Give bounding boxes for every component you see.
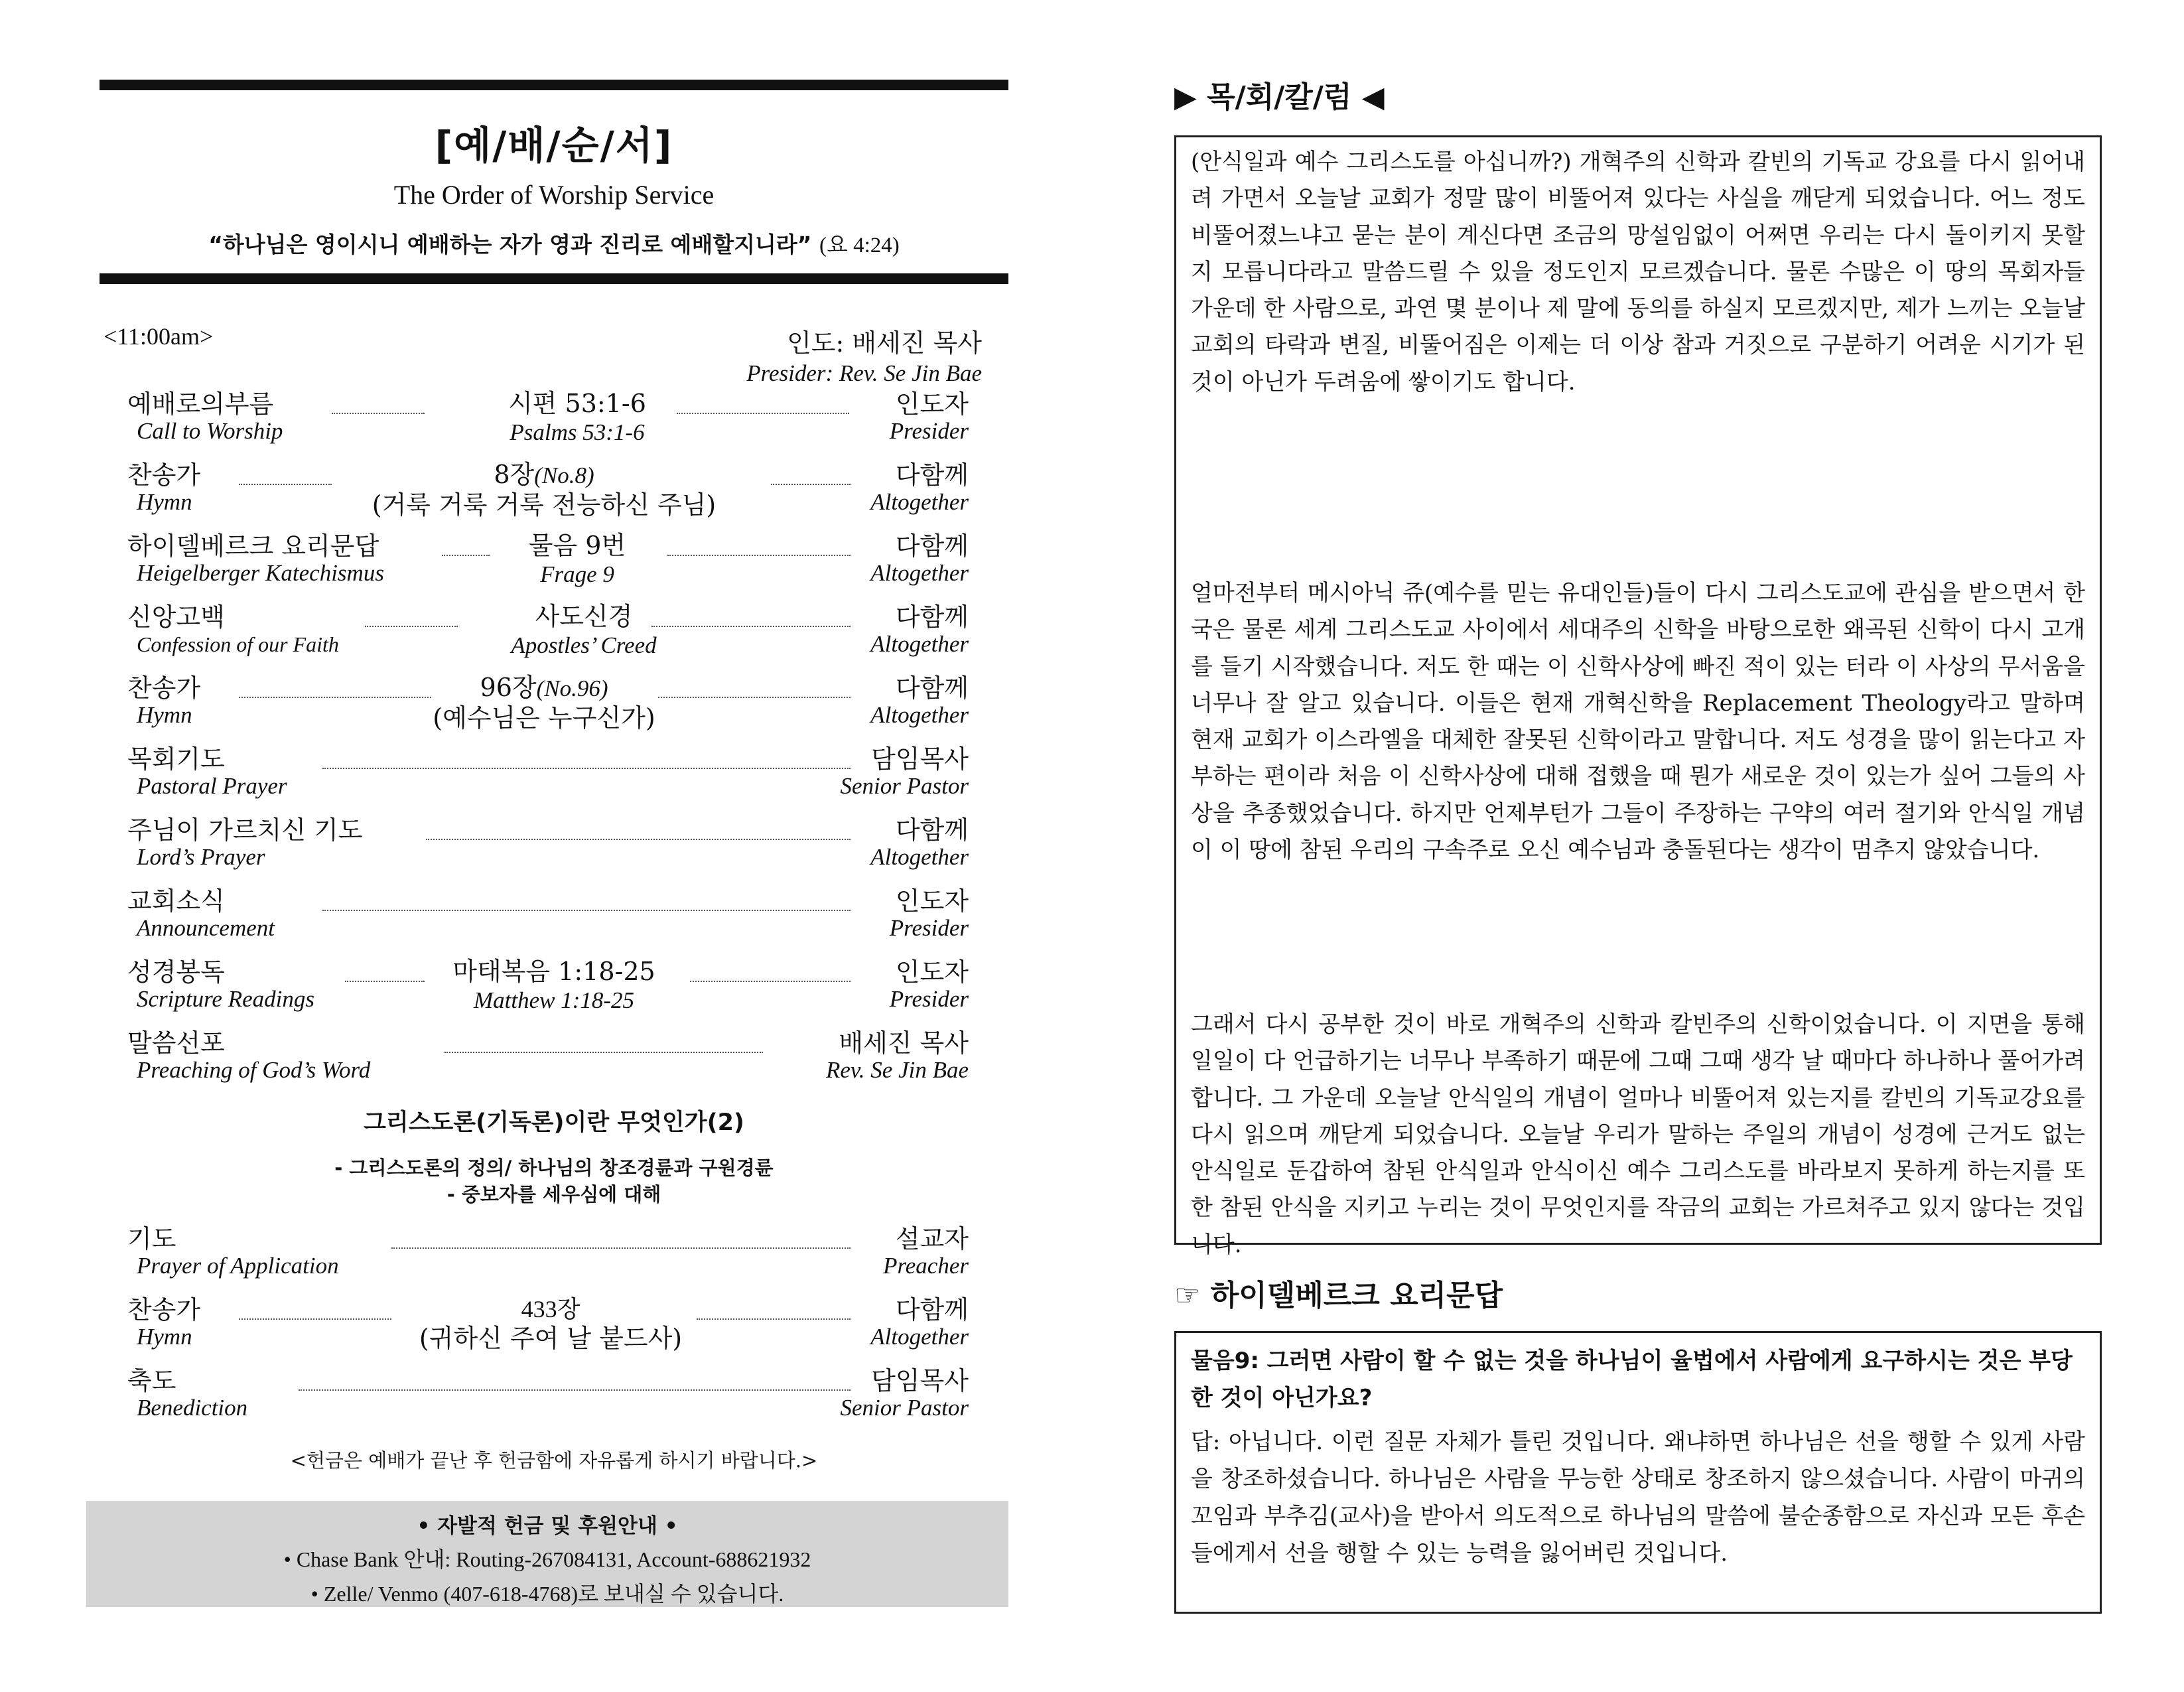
order-item-preaching: [100, 1028, 1008, 1099]
leader-dots: [239, 1318, 391, 1320]
item-ko: 찬송가: [127, 1295, 201, 1324]
item-right: 배세진 목사: [839, 1028, 969, 1058]
order-item-call-to-worship: [100, 389, 1008, 460]
leader-dots: [771, 484, 851, 485]
item-right: 다함께: [895, 460, 969, 490]
item-en: Hymn: [137, 702, 192, 728]
sermon-subtitle-1: - 그리스도론의 정의/ 하나님의 창조경륜과 구원경륜: [334, 1157, 774, 1179]
item-center: 433장 (귀하신 주여 날 붙드사): [419, 1296, 683, 1353]
pastor-column-box: [1174, 135, 2102, 1258]
item-en: Benediction: [137, 1395, 248, 1421]
item-ko: 찬송가: [127, 460, 201, 490]
item-en: Heigelberger Katechismus: [137, 560, 384, 586]
item-ko: 말씀선포: [127, 1028, 225, 1058]
column-paragraph-3: 그래서 다시 공부한 것이 바로 개혁주의 신학과 칼빈주의 신학이었습니다. 이 지면을 통해 일일이 다 언급하기는 너무나 부족하기 때문에 그때 그때 생각 날 때마다 하나하나 풀어가려 합니다. 그 가운데 오늘날 안식일의 개념이 얼마나 비뚤어져 있는지를 칼빈의 기독교강요를 다시 읽으며 깨닫게 되었습니다. 오늘날 우리가 말하는 주일의 개념이 성경에 근거도 없는 안식일로 둔갑하여 참된 안식일과 안식이신 예수 그리스도를 바라보지 못하게 하는지를 또한 참된 안식을 지키고 누리는 것이 무엇인지를 작금의 교회는 가르쳐주고 있지 않다는 것입니다.: [1191, 1011, 2085, 1258]
item-ko: 예배로의부름: [127, 389, 274, 419]
item-ko: 주님이 가르치신 기도: [127, 815, 363, 845]
item-right-en: Altogether: [870, 844, 969, 870]
top-rule: [100, 80, 1008, 90]
item-en: Call to Worship: [137, 418, 283, 444]
item-en: Hymn: [137, 1324, 192, 1350]
service-header: [100, 322, 1008, 389]
verse-reference: (요 4:24): [819, 234, 900, 257]
leader-dots: [651, 626, 851, 627]
item-right-en: Altogether: [870, 489, 969, 515]
leader-dots: [442, 555, 490, 556]
item-right: 인도자: [895, 886, 969, 916]
order-item-catechism: [100, 531, 1008, 602]
item-right-en: Senior Pastor: [840, 773, 969, 799]
donation-heading: • 자발적 헌금 및 후원안내 •: [417, 1514, 678, 1538]
presider-ko: 인도: 배세진 목사: [787, 328, 982, 358]
order-item-hymn-3: [100, 1295, 1008, 1366]
catechism-answer: 답: 아닙니다. 이런 질문 자체가 틀린 것입니다. 왜냐하면 하나님은 선을 행할 수 있게 사람을 창조하셨습니다. 하나님은 사람을 무능한 상태로 창조하지 않으셨습니다. 사람이 마귀의 꼬임과 부추김(교사)을 받아서 의도적으로 하나님의 말씀에 불순종함으로 자신과 모든 후손들에게서 선을 행할 수 있는 능력을 잃어버린 것입니다.: [1191, 1429, 2085, 1567]
item-right-en: Altogether: [870, 1324, 969, 1350]
item-en: Pastoral Prayer: [137, 773, 287, 799]
bottom-rule: [100, 273, 1008, 284]
leader-dots: [345, 981, 425, 982]
item-center: 시편 53:1-6 Psalms 53:1-6: [508, 389, 646, 445]
leader-dots: [391, 1247, 851, 1249]
column-paragraph-1: (안식일과 예수 그리스도를 아십니까?) 개혁주의 신학과 칼빈의 기독교 강요를 다시 읽어내려 가면서 오늘날 교회가 정말 많이 비뚤어져 있다는 사실을 깨닫게 되었습니다. 어느 정도 비뚤어졌느냐고 묻는 분이 계신다면 조금의 망설임없이 어쩌면 우리는 다시 돌이키지 못할지 모릅니다라고 말씀드릴 수 있을 정도인지 모르겠습니다. 물론 수많은 이 땅의 목회자들 가운데 한 사람으로, 과연 몇 분이나 제 말에 동의를 하실지 모르겠지만, 제가 느끼는 오늘날 교회의 타락과 변질, 비뚤어짐은 이제는 더 이상 참과 거짓으로 구분하기 어려운 시기가 된 것이 아닌가 두려움에 쌓이기도 합니다.: [1191, 149, 2085, 395]
item-en: Prayer of Application: [137, 1253, 339, 1279]
item-right: 다함께: [895, 815, 969, 845]
order-item-creed: [100, 602, 1008, 673]
item-ko: 교회소식: [127, 886, 225, 916]
item-right-en: Presider: [889, 986, 969, 1012]
order-item-lords-prayer: [100, 815, 1008, 886]
service-time: <11:00am>: [103, 323, 214, 350]
sermon-subtitle-2: - 중보자를 세우심에 대해: [446, 1183, 661, 1206]
item-right: 담임목사: [871, 744, 969, 774]
sermon-block: [100, 1104, 1008, 1208]
item-ko: 성경봉독: [127, 957, 225, 987]
leader-dots: [239, 697, 431, 698]
item-center: 사도신경 Apostles’ Creed: [511, 602, 657, 658]
leader-dots: [299, 1389, 851, 1391]
leader-dots: [239, 484, 332, 485]
item-right-en: Rev. Se Jin Bae: [825, 1057, 969, 1083]
item-right: 담임목사: [871, 1366, 969, 1395]
item-right-en: Senior Pastor: [840, 1395, 969, 1421]
donation-bank: • Chase Bank 안내: Routing-267084131, Account-688621932: [283, 1547, 811, 1571]
presider-en: Presider: Rev. Se Jin Bae: [746, 360, 982, 386]
item-en: Preaching of God’s Word: [137, 1057, 371, 1083]
order-item-hymn-1: [100, 460, 1008, 531]
theme-verse: [100, 228, 1008, 259]
item-ko: 하이델베르크 요리문답: [127, 531, 379, 561]
right-page: [1174, 73, 2103, 1567]
leader-dots: [690, 981, 851, 982]
donation-box: [86, 1501, 1008, 1607]
item-right: 인도자: [895, 389, 969, 419]
item-ko: 기도: [127, 1224, 176, 1253]
presider-info: [746, 322, 982, 387]
item-right: 인도자: [895, 957, 969, 987]
verse-text: “하나님은 영이시니 예배하는 자가 영과 진리로 예배할지니라”: [208, 232, 812, 257]
leader-dots: [322, 910, 851, 911]
leader-dots: [444, 1052, 763, 1053]
order-of-worship: [100, 80, 1008, 1473]
page-subtitle: The Order of Worship Service: [393, 180, 715, 210]
leader-dots: [667, 555, 851, 556]
item-en: Confession of our Faith: [137, 632, 339, 656]
item-right-en: Altogether: [870, 560, 969, 586]
item-right-en: Preacher: [883, 1253, 969, 1279]
order-item-benediction: [100, 1366, 1008, 1437]
item-right: 다함께: [895, 531, 969, 561]
offering-note: <헌금은 예배가 끝난 후 헌금함에 자유롭게 하시기 바랍니다.>: [290, 1449, 818, 1472]
item-right-en: Altogether: [870, 631, 969, 657]
item-center: 물음 9번 Frage 9: [528, 531, 626, 587]
item-right-en: Altogether: [870, 702, 969, 728]
item-en: Lord’s Prayer: [137, 844, 265, 870]
column-paragraph-2: 얼마전부터 메시아닉 쥬(예수를 믿는 유대인들)들이 다시 그리스도교에 관심을 받으면서 한국은 물론 세계 그리스도교 사이에서 세대주의 신학을 바탕으로한 왜곡된 신학이 다시 고개를 들기 시작했습니다. 저도 한 때는 이 신학사상에 빠진 적이 있는 터라 이 사상의 무서움을 너무나 잘 알고 있습니다. 이들은 현재 개혁신학을 Replacement Theology라고 말하며 현재 교회가 이스라엘을 대체한 잘못된 신학이라고 말합니다. 저도 성경을 많이 읽는다고 자부하는 편이라 처음 이 신학사상에 대해 접했을 때 뭔가 새로운 것이 있는가 싶어 그들의 사상을 추종했었습니다. 하지만 언제부턴가 그들이 주장하는 구약의 여러 절기와 안식일 개념이 이 땅에 참된 우리의 구속주로 오신 예수님과 충돌된다는 생각이 멈추지 않았습니다.: [1191, 580, 2085, 864]
item-right-en: Presider: [889, 915, 969, 941]
order-item-pastoral-prayer: [100, 744, 1008, 815]
sermon-title: 그리스도론(기독론)이란 무엇인가(2): [364, 1109, 744, 1136]
catechism-box: [1174, 1331, 2102, 1614]
leader-dots: [322, 768, 851, 769]
item-en: Announcement: [137, 915, 275, 941]
leader-dots: [426, 839, 851, 840]
item-right: 다함께: [895, 602, 969, 632]
item-en: Hymn: [137, 489, 192, 515]
item-en: Scripture Readings: [137, 986, 314, 1012]
column-heading: ▶ 목/회/칼/럼 ◀: [1174, 80, 1385, 114]
leader-dots: [332, 413, 425, 414]
item-ko: 목회기도: [127, 744, 225, 774]
catechism-question: 물음9: 그러면 사람이 할 수 없는 것을 하나님이 율법에서 사람에게 요구하시는 것은 부당한 것이 아닌가요?: [1191, 1348, 2073, 1411]
catechism-heading: ☞ 하이델베르크 요리문답: [1174, 1279, 1503, 1312]
item-ko: 축도: [127, 1366, 176, 1395]
order-item-prayer-of-application: [100, 1224, 1008, 1295]
item-ko: 신앙고백: [127, 602, 225, 632]
item-right: 설교자: [895, 1224, 969, 1253]
order-item-hymn-2: [100, 673, 1008, 744]
page-title: [예/배/순/서]: [435, 123, 673, 168]
leader-dots: [658, 697, 851, 698]
item-center: 96장(No.96) (예수님은 누구신가): [433, 673, 655, 733]
order-item-scripture: [100, 957, 1008, 1028]
item-center: 마태복음 1:18-25 Matthew 1:18-25: [452, 957, 655, 1013]
item-right: 다함께: [895, 1295, 969, 1324]
leader-dots: [365, 626, 458, 627]
order-item-announcement: [100, 886, 1008, 957]
item-center: 8장(No.8) (거룩 거룩 거룩 전능하신 주님): [372, 460, 717, 520]
leader-dots: [697, 1318, 851, 1320]
item-right: 다함께: [895, 673, 969, 703]
item-right-en: Presider: [889, 418, 969, 444]
leader-dots: [677, 413, 849, 414]
donation-zelle: • Zelle/ Venmo (407-618-4768)로 보내실 수 있습니다.: [310, 1582, 784, 1606]
item-ko: 찬송가: [127, 673, 201, 703]
